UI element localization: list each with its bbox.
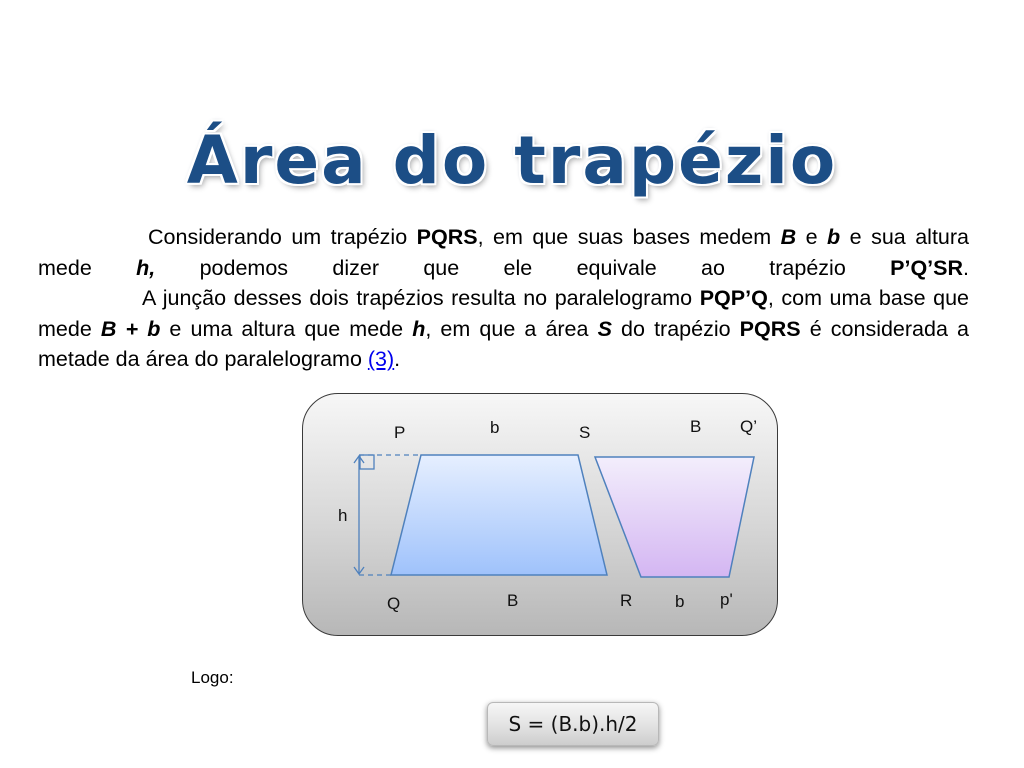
paragraph-text: , com uma base que mede [38, 286, 969, 341]
trapezoid-figure [302, 393, 778, 636]
label-p-prime: p' [720, 590, 733, 609]
right-angle-marker [360, 455, 374, 469]
formula-button[interactable]: S = (B.b).h/2 [487, 702, 659, 746]
bold-italic-term: h, [136, 255, 156, 280]
paragraph-text: podemos dizer que ele equivale ao trapézio [155, 255, 891, 280]
label-s: S [579, 423, 591, 442]
label-q-prime: Q’ [740, 417, 757, 436]
trapezoid-diagram [303, 394, 779, 637]
paragraph-text: é considerada a metade da área do paralelogramo [38, 316, 969, 371]
label-q: Q [387, 594, 401, 613]
label-b-lower: B [507, 591, 519, 610]
slide-title: Área do trapézio [186, 122, 838, 199]
bold-term: P’Q’SR [890, 255, 964, 280]
logo-label: Logo: [191, 668, 234, 687]
bold-term: PQP’Q [699, 286, 768, 310]
label-h: h [338, 506, 348, 525]
paragraph-2 [38, 283, 969, 375]
paragraph-text: e uma altura que mede [160, 316, 413, 341]
paragraph-1 [38, 222, 969, 283]
label-r: R [620, 591, 633, 610]
label-b-bottom: b [675, 592, 685, 611]
paragraph-text: e [796, 225, 828, 249]
bold-term: PQRS [416, 225, 478, 249]
trapezoid-pqrs [391, 455, 607, 575]
label-p: P [394, 423, 406, 442]
paragraph-text: A junção desses dois trapézios resulta no paralelogramo [142, 286, 700, 310]
paragraph-text: Considerando um trapézio [148, 225, 417, 249]
reference-link[interactable]: (3) [367, 347, 395, 371]
paragraph-text: do trapézio [611, 316, 740, 341]
trapezoid-pqsr-prime [595, 457, 754, 577]
bold-italic-term: B + b [100, 316, 161, 341]
bold-italic-term: B [780, 225, 797, 249]
label-b-top: b [490, 418, 500, 437]
paragraph-text: . [963, 255, 970, 280]
bold-italic-term: b [827, 225, 841, 249]
bold-italic-term: S [597, 316, 612, 341]
bold-italic-term: h [412, 316, 426, 341]
bold-term: PQRS [739, 316, 801, 341]
paragraph-text: e sua altura mede [38, 225, 970, 280]
paragraph-text: . [394, 347, 401, 371]
paragraph-text: , em que a área [425, 316, 598, 341]
label-b-upper: B [690, 417, 702, 436]
paragraph-text: , em que suas bases medem [477, 225, 781, 249]
